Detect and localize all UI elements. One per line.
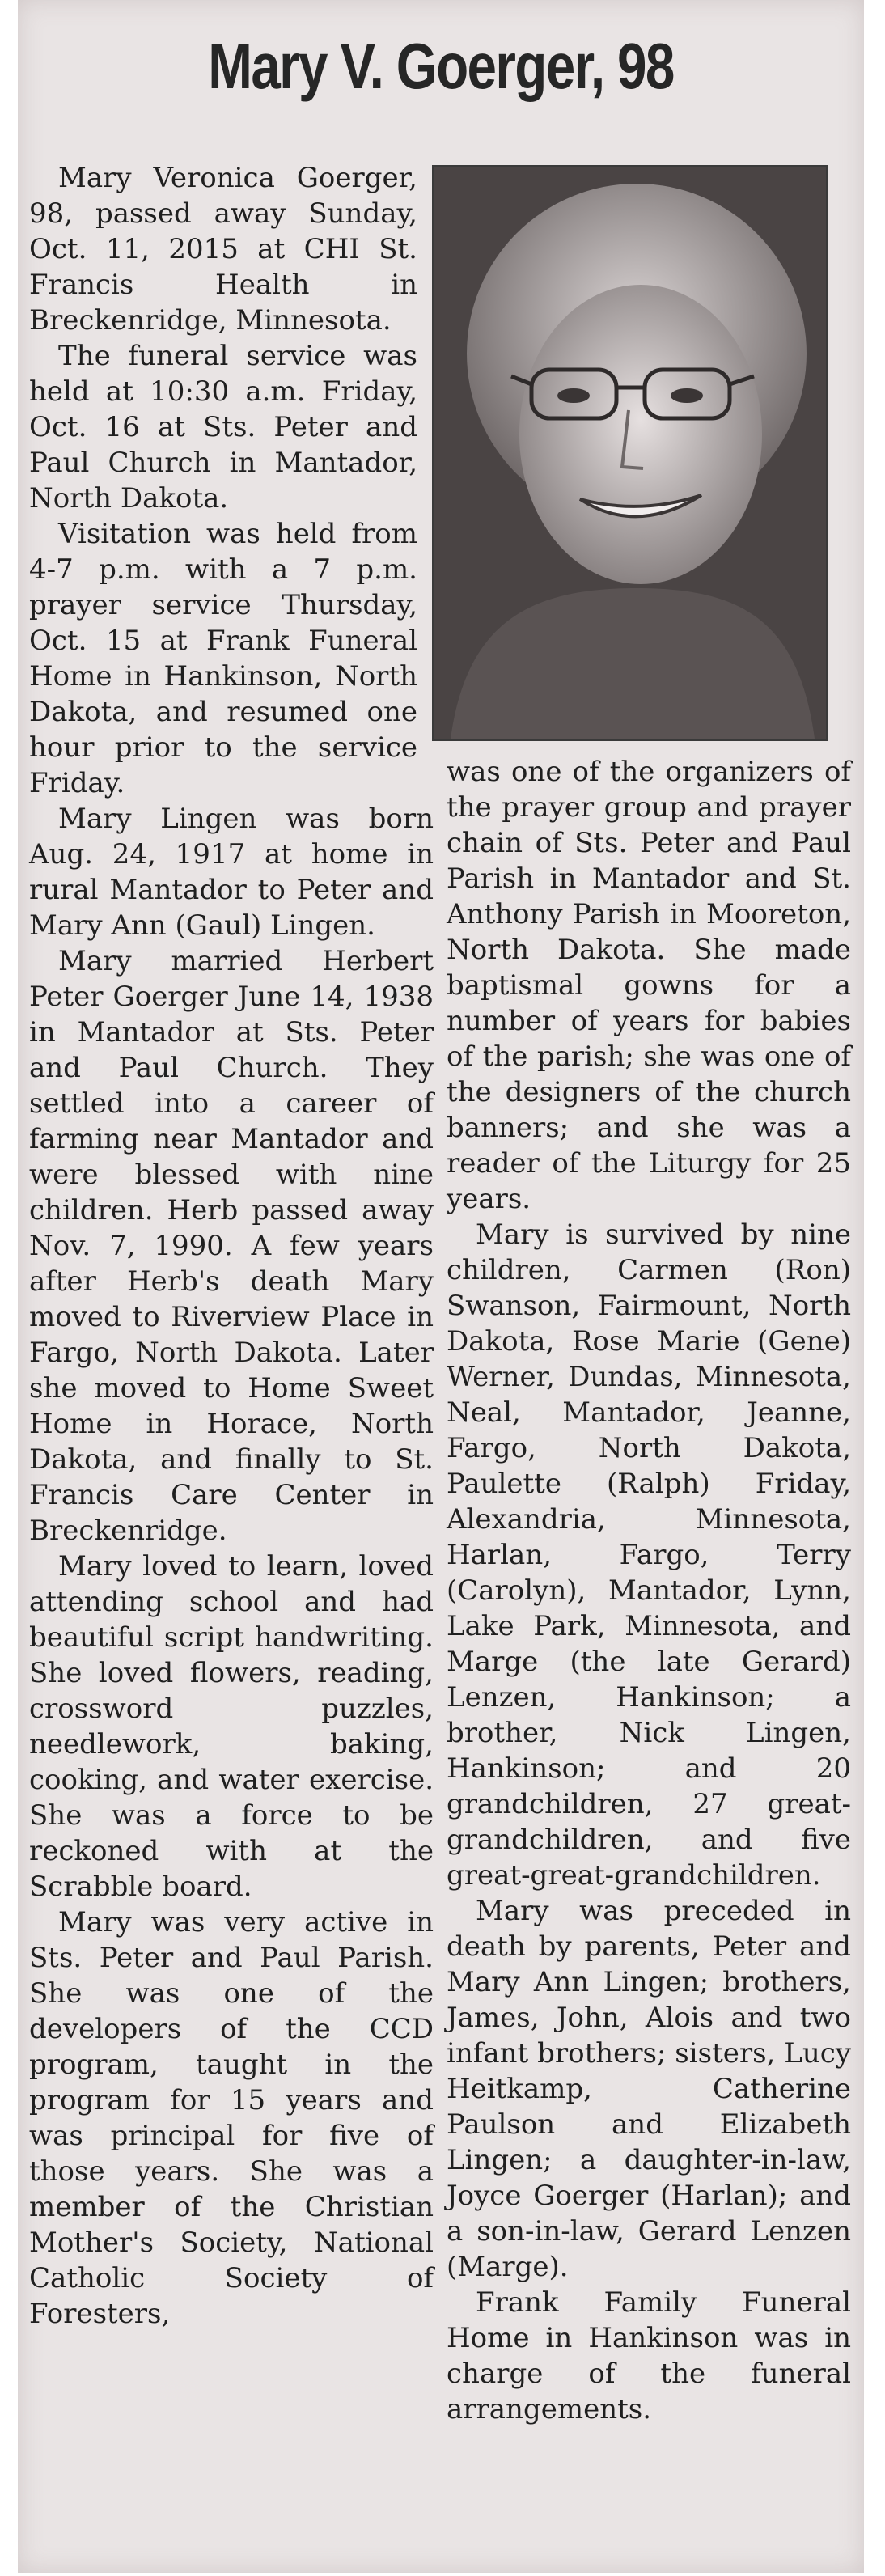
paragraph-survivors: Mary is survived by nine children, Carmen (Ron) Swanson, Fairmount, North Dakota, Rose Marie (Gene) Werner, Dundas, Minnesota, Neal, Mantador, Jeanne, Fargo, North Dakota, Paulette (Ralph) Friday, Alexandria, Minnesota, Harlan, Fargo, Terry (Carolyn), Mantador, Lynn, Lake Park, Minnesota, and Marge (the late Gerard) Lenzen, Hankinson; a brother, Nick Lingen, Hankinson; and 20 grandchildren, 27 great-grandchildren, and five great-great-grandchildren. (447, 1218, 851, 1892)
obituary-headline: Mary V. Goerger, 98 (208, 30, 674, 102)
paragraph-death-notice: Mary Veronica Goerger, 98, passed away Sunday, Oct. 11, 2015 at CHI St. Francis Health in Breckenridge, Minnesota. (29, 162, 417, 337)
paragraph-marriage: Mary married Herbert Peter Goerger June 14, 1938 in Mantador at Sts. Peter and Paul Church. They settled into a career of farming near Mantador and were blessed with nine children. Herb passed away Nov. 7, 1990. A few years after Herb's death Mary moved to Riverview Place in Fargo, North Dakota. Later she moved to Home Sweet Home in Horace, North Dakota, and finally to St. Francis Care Center in Breckenridge. (29, 945, 434, 1547)
paragraph-parish-activity-continued: was one of the organizers of the prayer group and prayer chain of Sts. Peter and Paul Parish in Mantador and St. Anthony Parish in Mooreton, North Dakota. She made baptismal gowns for a number of years for babies of the parish; she was one of the designers of the church banners; and she was a reader of the Liturgy for 25 years. (447, 756, 851, 1215)
paragraph-parish-activity: Mary was very active in Sts. Peter and Paul Parish. She was one of the developers of the CCD program, taught in the program for 15 years and was principal for five of those years. She was a member of the Christian Mother's Society, National Catholic Society of Foresters, (29, 1906, 434, 2330)
portrait-photo (432, 165, 828, 741)
column-left (29, 160, 434, 2332)
paragraph-preceded-in-death: Mary was preceded in death by parents, Peter and Mary Ann Lingen; brothers, James, John, Alois and two infant brothers; sisters, Lucy Heitkamp, Catherine Paulson and Elizabeth Lingen; a daughter-in-law, Joyce Goerger (Harlan); and a son-in-law, Gerard Lenzen (Marge). (447, 1895, 851, 2283)
column-right (447, 754, 851, 2427)
paragraph-funeral-service: The funeral service was held at 10:30 a.m. Friday, Oct. 16 at Sts. Peter and Paul Church in Mantador, North Dakota. (29, 340, 417, 515)
paragraph-arrangements: Frank Family Funeral Home in Hankinson was in charge of the funeral arrangements. (447, 2286, 851, 2426)
paragraph-interests: Mary loved to learn, loved attending school and had beautiful script handwriting. She loved flowers, reading, crossword puzzles, needlework, baking, cooking, and water exercise. She was a force to be reckoned with at the Scrabble board. (29, 1550, 434, 1903)
portrait-photo-drawing (434, 167, 826, 739)
newspaper-clipping (18, 0, 864, 2573)
paragraph-visitation: Visitation was held from 4-7 p.m. with a 7 p.m. prayer service Thursday, Oct. 15 at Frank Funeral Home in Hankinson, North Dakota, and resumed one hour prior to the service Friday. (29, 518, 417, 799)
paragraph-birth: Mary Lingen was born Aug. 24, 1917 at home in rural Mantador to Peter and Mary Ann (Gaul) Lingen. (29, 803, 434, 942)
column-left-beside-photo (29, 160, 417, 801)
